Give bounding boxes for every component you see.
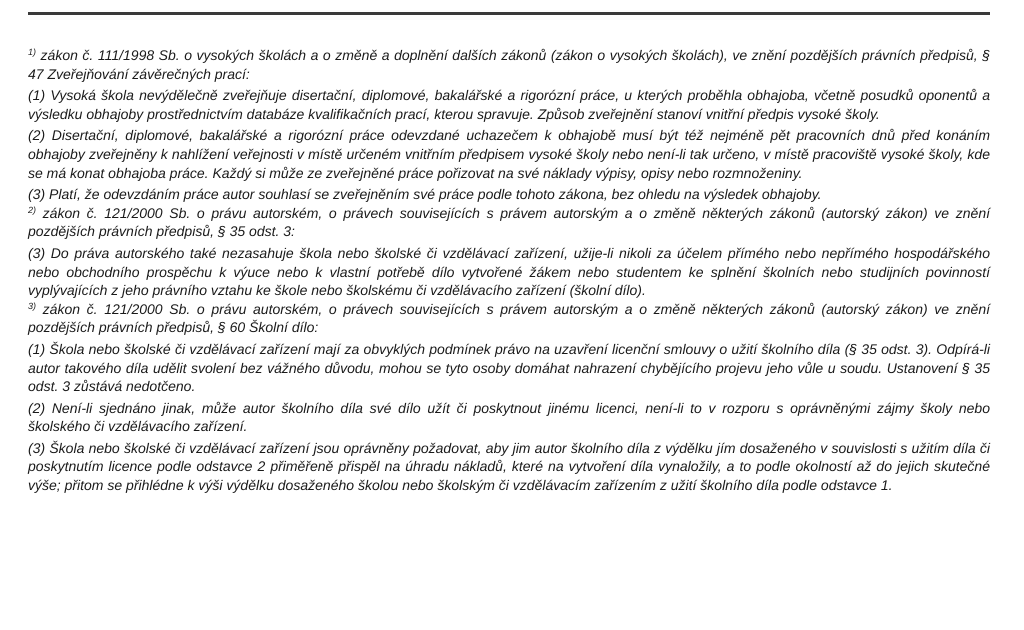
footnote-3-citation-text: zákon č. 121/2000 Sb. o právu autorském, o právech souvisejících s právem autorským a o změně některých zákonů (autorský zákon) ve znění pozdějších právních předpisů, § 60 Školní dílo:: [28, 300, 990, 336]
footnote-1-paragraph-2: (2) Disertační, diplomové, bakalářské a rigorózní práce odevzdané uchazečem k obhajobě musí být též nejméně pět pracovních dnů před konáním obhajoby zveřejněny k nahlížení veřejnosti v místě určeném vnitřním předpisem vysoké školy nebo není-li tak určeno, v místě pracoviště vysoké školy, kde se má konat obhajoba práce. Každý si může ze zveřejněné práce pořizovat na své náklady výpisy, opisy nebo rozmnoženiny.: [28, 127, 990, 181]
footnotes-block: [28, 46, 990, 495]
footnote-3-mark: 3): [28, 300, 37, 311]
footnote-2-citation: [28, 204, 990, 241]
footnote-2-paragraph-1: (3) Do práva autorského také nezasahuje škola nebo školské či vzdělávací zařízení, užije-li nikoli za účelem přímého nebo nepřímého hospodářského nebo obchodního prospěchu k výuce nebo k vlastní potřebě dílo vytvořené žákem nebo studentem ke splnění školních nebo studijních povinností vyplývajících z jeho právního vztahu ke škole nebo školskému či vzdělávacího zařízení (školní dílo).: [28, 244, 990, 299]
footnote-3-citation: [28, 300, 990, 337]
footnote-1-paragraph-1: (1) Vysoká škola nevýdělečně zveřejňuje disertační, diplomové, bakalářské a rigorózní práce, u kterých proběhla obhajoba, včetně posudků oponentů a výsledku obhajoby prostřednictvím databáze kvalifikačních prací, kterou spravuje. Způsob zveřejnění stanoví vnitřní předpis vysoké školy.: [28, 87, 990, 122]
footnote-3-paragraph-1: (1) Škola nebo školské či vzdělávací zařízení mají za obvyklých podmínek právo na uzavření licenční smlouvy o užití školního díla (§ 35 odst. 3). Odpírá-li autor takového díla udělit svolení bez vážného důvodu, mohou se tyto osoby domáhat nahrazení chybějícího projevu jeho vůle u soudu. Ustanovení § 35 odst. 3 zůstává nedotčeno.: [28, 340, 990, 395]
footnote-3-paragraph-2: (2) Není-li sjednáno jinak, může autor školního díla své dílo užít či poskytnout jinému licenci, není-li to v rozporu s oprávněnými zájmy školy nebo školského či vzdělávacího zařízení.: [28, 399, 990, 435]
footnote-3-paragraph-3: (3) Škola nebo školské či vzdělávací zařízení jsou oprávněny požadovat, aby jim autor školního díla z výdělku jím dosaženého v souvislosti s užitím díla či poskytnutím licence podle odstavce 2 přiměřeně přispěl na úhradu nákladů, které na vytvoření díla vynaložily, a to podle okolností až do jejich skutečné výše; přitom se přihlédne k výši výdělku dosaženého školou nebo školským či vzdělávacím zařízením z užití školního díla podle odstavce 1.: [28, 439, 990, 494]
footnote-2-mark: 2): [28, 204, 37, 215]
footnote-2-citation-text: zákon č. 121/2000 Sb. o právu autorském, o právech souvisejících s právem autorským a o změně některých zákonů (autorský zákon) ve znění pozdějších právních předpisů, § 35 odst. 3:: [28, 204, 990, 240]
footnote-1-citation: [28, 46, 990, 83]
footnote-1-citation-text: zákon č. 111/1998 Sb. o vysokých školách a o změně a doplnění dalších zákonů (zákon o vysokých školách), ve znění pozdějších právních předpisů, § 47 Zveřejňování závěrečných prací:: [28, 47, 990, 82]
top-divider: [28, 12, 990, 15]
footnote-1-paragraph-3: (3) Platí, že odevzdáním práce autor souhlasí se zveřejněním své práce podle tohoto zákona, bez ohledu na výsledek obhajoby.: [28, 186, 822, 203]
footnote-1-mark: 1): [28, 47, 37, 57]
